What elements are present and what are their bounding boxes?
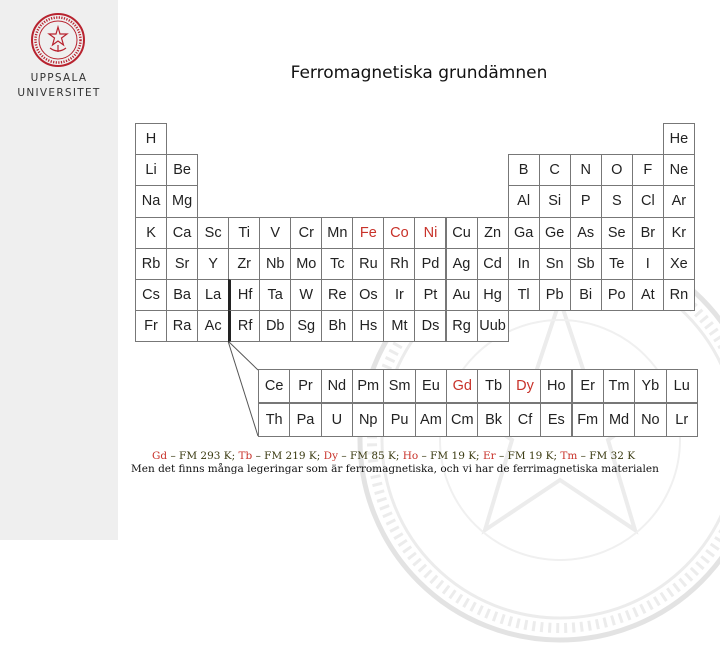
element-mn: Mn (321, 217, 353, 249)
element-bh: Bh (321, 310, 353, 342)
element-ho: Ho (540, 369, 572, 403)
footnote-element: Ho (402, 450, 419, 462)
element-o: O (601, 154, 633, 186)
footnote-text: – FM 219 K; (252, 450, 324, 462)
element-rg: Rg (446, 310, 478, 342)
element-pd: Pd (414, 248, 446, 280)
footnote-element: Tm (560, 450, 578, 462)
element-as: As (570, 217, 602, 249)
element-lu: Lu (666, 369, 698, 403)
element-mt: Mt (383, 310, 415, 342)
element-fr: Fr (135, 310, 167, 342)
element-es: Es (540, 403, 572, 437)
element-mo: Mo (290, 248, 322, 280)
element-u: U (321, 403, 353, 437)
element-bi: Bi (570, 279, 602, 311)
element-sn: Sn (539, 248, 571, 280)
footnote-element: Dy (323, 450, 339, 462)
element-w: W (290, 279, 322, 311)
footnote-text: – FM 32 K (577, 450, 636, 462)
element-te: Te (601, 248, 633, 280)
element-br: Br (632, 217, 664, 249)
element-ce: Ce (258, 369, 290, 403)
element-i: I (632, 248, 664, 280)
university-name-line2: UNIVERSITET (17, 87, 101, 99)
element-pa: Pa (289, 403, 321, 437)
element-mg: Mg (166, 185, 198, 217)
element-ag: Ag (446, 248, 478, 280)
element-al: Al (508, 185, 540, 217)
element-in: In (508, 248, 540, 280)
footnote-text: – FM 293 K; (167, 450, 239, 462)
element-ac: Ac (197, 310, 229, 342)
element-db: Db (259, 310, 291, 342)
element-c: C (539, 154, 571, 186)
element-zr: Zr (228, 248, 260, 280)
element-fm: Fm (572, 403, 604, 437)
element-na: Na (135, 185, 167, 217)
element-y: Y (197, 248, 229, 280)
element-cm: Cm (446, 403, 478, 437)
element-ne: Ne (663, 154, 695, 186)
element-tc: Tc (321, 248, 353, 280)
element-rb: Rb (135, 248, 167, 280)
element-hg: Hg (477, 279, 509, 311)
element-ga: Ga (508, 217, 540, 249)
element-cl: Cl (632, 185, 664, 217)
element-at: At (632, 279, 664, 311)
element-ar: Ar (663, 185, 695, 217)
footnote-text: – FM 19 K; (418, 450, 483, 462)
element-pu: Pu (383, 403, 415, 437)
element-sm: Sm (383, 369, 415, 403)
element-lr: Lr (666, 403, 698, 437)
element-n: N (570, 154, 602, 186)
element-bk: Bk (477, 403, 509, 437)
element-ba: Ba (166, 279, 198, 311)
alloys-note: Men det finns många legeringar som är ferromagnetiska, och vi har de ferrimagnetiska materialen (131, 463, 659, 475)
element-hf: Hf (228, 279, 260, 311)
element-ge: Ge (539, 217, 571, 249)
element-re: Re (321, 279, 353, 311)
element-am: Am (415, 403, 447, 437)
element-zn: Zn (477, 217, 509, 249)
element-ta: Ta (259, 279, 291, 311)
element-th: Th (258, 403, 290, 437)
university-name-line1: UPPSALA (30, 72, 88, 84)
element-he: He (663, 123, 695, 155)
university-seal-icon (30, 12, 86, 68)
element-cu: Cu (446, 217, 478, 249)
element-eu: Eu (415, 369, 447, 403)
element-s: S (601, 185, 633, 217)
element-gd: Gd (446, 369, 478, 403)
element-be: Be (166, 154, 198, 186)
footnote-text: – FM 19 K; (495, 450, 561, 462)
element-sr: Sr (166, 248, 198, 280)
footnote-text: – FM 85 K; (338, 450, 403, 462)
element-pr: Pr (289, 369, 321, 403)
element-cf: Cf (509, 403, 541, 437)
element-pt: Pt (414, 279, 446, 311)
element-hs: Hs (352, 310, 384, 342)
element-ni: Ni (414, 217, 446, 249)
element-v: V (259, 217, 291, 249)
footnote-element: Gd (152, 450, 168, 462)
element-po: Po (601, 279, 633, 311)
element-sb: Sb (570, 248, 602, 280)
element-cd: Cd (477, 248, 509, 280)
element-xe: Xe (663, 248, 695, 280)
element-h: H (135, 123, 167, 155)
element-ir: Ir (383, 279, 415, 311)
element-co: Co (383, 217, 415, 249)
element-pm: Pm (352, 369, 384, 403)
element-fe: Fe (352, 217, 384, 249)
element-ra: Ra (166, 310, 198, 342)
element-sg: Sg (290, 310, 322, 342)
element-b: B (508, 154, 540, 186)
element-no: No (634, 403, 666, 437)
element-pb: Pb (539, 279, 571, 311)
element-np: Np (352, 403, 384, 437)
element-sc: Sc (197, 217, 229, 249)
element-tb: Tb (477, 369, 509, 403)
element-dy: Dy (509, 369, 541, 403)
element-nb: Nb (259, 248, 291, 280)
element-se: Se (601, 217, 633, 249)
element-li: Li (135, 154, 167, 186)
element-md: Md (603, 403, 635, 437)
element-uub: Uub (477, 310, 509, 342)
element-ca: Ca (166, 217, 198, 249)
footnote-curie-temperatures (152, 450, 635, 462)
element-tm: Tm (603, 369, 635, 403)
element-yb: Yb (634, 369, 666, 403)
element-f: F (632, 154, 664, 186)
element-si: Si (539, 185, 571, 217)
element-la: La (197, 279, 229, 311)
element-rn: Rn (663, 279, 695, 311)
sidebar-branding (0, 0, 118, 540)
element-k: K (135, 217, 167, 249)
element-ti: Ti (228, 217, 260, 249)
element-rh: Rh (383, 248, 415, 280)
footnote-element: Er (482, 450, 496, 462)
slide-title: Ferromagnetiska grundämnen (290, 63, 548, 83)
element-cs: Cs (135, 279, 167, 311)
element-ru: Ru (352, 248, 384, 280)
element-kr: Kr (663, 217, 695, 249)
element-rf: Rf (228, 310, 260, 342)
footnote-element: Tb (238, 450, 253, 462)
element-tl: Tl (508, 279, 540, 311)
element-au: Au (446, 279, 478, 311)
element-p: P (570, 185, 602, 217)
element-ds: Ds (414, 310, 446, 342)
element-nd: Nd (321, 369, 353, 403)
element-er: Er (572, 369, 604, 403)
element-os: Os (352, 279, 384, 311)
element-cr: Cr (290, 217, 322, 249)
